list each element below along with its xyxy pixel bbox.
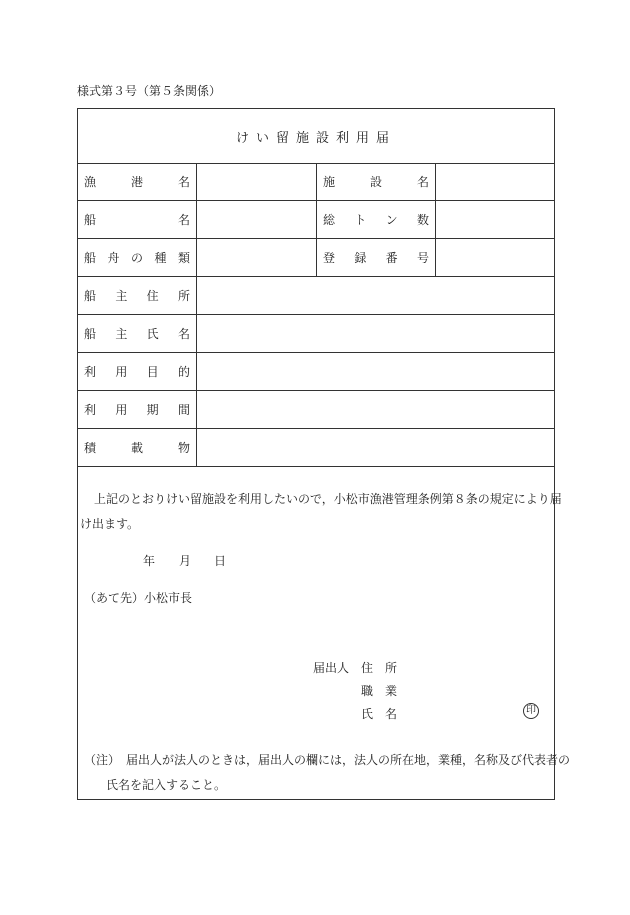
form-title: けい留施設利用届 <box>78 109 554 164</box>
addressee: （あて先）小松市長 <box>84 591 193 605</box>
label-gross-tonnage: 総 ト ン 数 <box>323 213 429 227</box>
form-frame <box>77 108 571 800</box>
label-facility: 施 設 名 <box>323 175 429 189</box>
row-cargo <box>78 429 554 467</box>
date-month: 月 <box>179 554 192 568</box>
label-purpose: 利 用 目 的 <box>84 365 190 379</box>
row-purpose <box>78 353 554 391</box>
facility-field[interactable] <box>436 163 554 200</box>
applicant-occupation-label: 職 業 <box>361 684 398 698</box>
label-cargo: 積 載 物 <box>84 441 190 455</box>
vessel-type-field[interactable] <box>197 239 316 276</box>
note-line-1: （注） 届出人が法人のときは，届出人の欄には，法人の所在地，業種，名称及び代表者の <box>84 753 571 767</box>
declaration-line-2: け出ます。 <box>80 517 140 531</box>
gross-tonnage-field[interactable] <box>436 201 554 238</box>
note-line-2: 氏名を記入すること。 <box>106 778 227 792</box>
applicant-name-label: 氏 名 <box>361 707 398 721</box>
applicant-heading: 届出人 <box>313 661 350 675</box>
label-fishing-port: 漁 港 名 <box>84 175 190 189</box>
applicant-address-label: 住 所 <box>361 661 398 675</box>
row-owner-address <box>78 277 554 315</box>
cargo-field[interactable] <box>197 429 554 466</box>
row-vessel-name <box>78 201 554 239</box>
label-registration-number: 登 録 番 号 <box>323 251 429 265</box>
note <box>84 748 571 798</box>
form-number-label: 様式第３号（第５条関係） <box>77 84 222 98</box>
row-fishing-port <box>78 163 554 201</box>
fishing-port-field[interactable] <box>197 163 316 200</box>
label-owner-address: 船 主 住 所 <box>84 289 190 303</box>
row-owner-name <box>78 315 554 353</box>
row-period <box>78 391 554 429</box>
purpose-field[interactable] <box>197 353 554 390</box>
declaration-line-1: 上記のとおりけい留施設を利用したいので，小松市漁港管理条例第８条の規定により届 <box>94 492 562 506</box>
period-field[interactable] <box>197 391 554 428</box>
seal-mark-icon: 印 <box>523 703 539 719</box>
registration-number-field[interactable] <box>436 239 554 276</box>
label-vessel-name: 船 名 <box>84 213 190 227</box>
row-vessel-type <box>78 239 554 277</box>
label-period: 利 用 期 間 <box>84 403 190 417</box>
owner-address-field[interactable] <box>197 277 554 314</box>
date-year: 年 <box>143 554 156 568</box>
vessel-name-field[interactable] <box>197 201 316 238</box>
label-vessel-type: 船 舟 の 種 類 <box>84 251 190 265</box>
date-day: 日 <box>214 554 227 568</box>
declaration-text <box>80 487 562 537</box>
owner-name-field[interactable] <box>197 315 554 352</box>
label-owner-name: 船 主 氏 名 <box>84 327 190 341</box>
